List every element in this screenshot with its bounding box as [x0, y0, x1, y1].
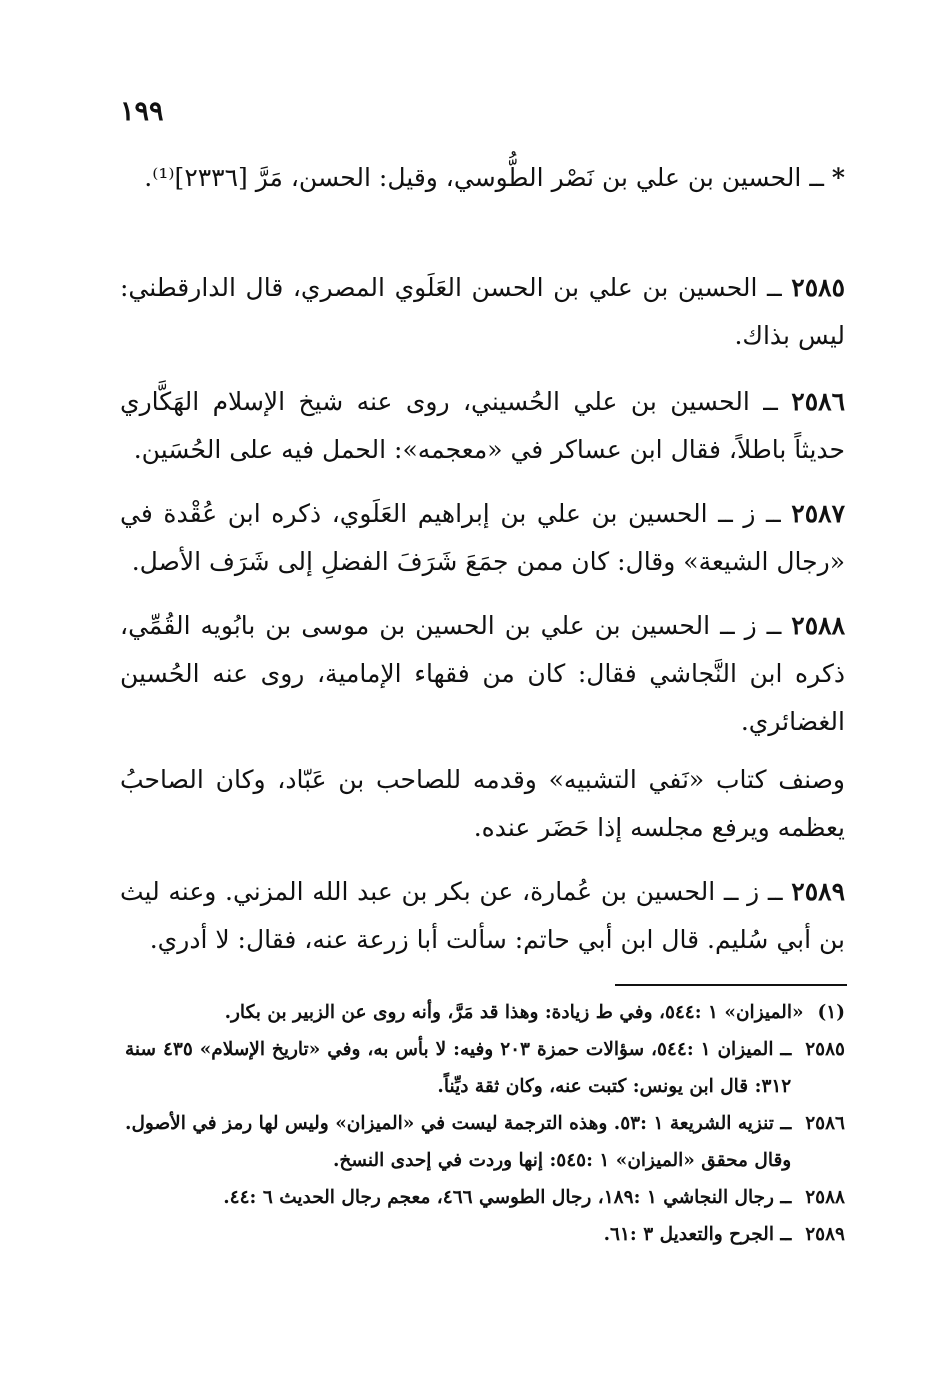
footnote-1	[125, 994, 845, 1031]
footnote-text: ــ رجال النجاشي ١ :١٨٩، رجال الطوسي ٤٦٦، معجم رجال الحديث ٦ :٤٤.	[223, 1187, 792, 1208]
entry-2588-continuation	[120, 756, 845, 852]
footnote-2589	[125, 1216, 845, 1253]
footnote-text: ــ الجرح والتعديل ٣ :٦١.	[603, 1224, 792, 1245]
footnote-label: ٢٥٨٦	[805, 1113, 845, 1134]
entry-text: ــ ز ــ الحسين بن علي بن إبراهيم العَلَوي، ذكره ابن عُقْدة في «رجال الشيعة» وقال: كان ممن جمَعَ شَرَفَ الفضلِ إلى شَرَف الأصل.	[120, 499, 845, 576]
footnote-text: «الميزان» ١ :٥٤٤، وفي ط زيادة: وهذا قد مَرَّ، وأنه روى عن الزبير بن بكار.	[224, 1002, 804, 1023]
entry-number: ٢٥٨٦	[791, 387, 845, 416]
entry-number: ٢٥٨٥	[791, 273, 846, 302]
entry-2589	[120, 868, 845, 964]
footnote-label: ٢٥٨٩	[805, 1224, 845, 1245]
footnote-2585	[125, 1031, 845, 1105]
entry-2585	[120, 264, 845, 360]
footnote-separator	[615, 984, 847, 986]
entry-number: ٢٥٨٩	[791, 877, 845, 906]
entry-text: ــ الحسين بن علي بن نَصْر الطُّوسي، وقيل: الحسن، مَرَّ [٢٣٣٦]⁽¹⁾.	[144, 163, 824, 192]
footnote-label: ٢٥٨٥	[805, 1039, 845, 1060]
entry-number: ٢٥٨٧	[791, 499, 845, 528]
entry-text: وصنف كتاب «نَفي التشبيه» وقدمه للصاحب بن عَبّاد، وكان الصاحبُ يعظمه ويرفع مجلسه إذا حَضَر عنده.	[120, 765, 845, 842]
entry-number: *	[831, 163, 845, 192]
entry-text: ــ الحسين بن علي الحُسيني، روى عنه شيخ الإسلام الهَكَّاري حديثاً باطلاً، فقال ابن عساكر في «معجمه»: الحمل فيه على الحُسَين.	[120, 387, 845, 464]
footnote-2586	[125, 1105, 845, 1179]
page-number: ١٩٩	[120, 96, 164, 127]
footnote-text: ــ الميزان ١ :٥٤٤، سؤالات حمزة ٢٠٣ وفيه: لا بأس به، وفي «تاريخ الإسلام» ٤٣٥ سنة ٣١٢: قال ابن يونس: كتبت عنه، وكان ثقة ديِّناً.	[125, 1039, 792, 1097]
entry-text: ــ ز ــ الحسين بن عُمارة، عن بكر بن عبد الله المزني. وعنه ليث بن أبي سُليم. قال ابن أبي حاتم: سألت أبا زرعة عنه، فقال: لا أدري.	[120, 877, 845, 954]
entry-cross-reference	[120, 154, 845, 202]
entry-2586	[120, 378, 845, 474]
entry-2588	[120, 602, 845, 746]
footnote-text: ــ تنزيه الشريعة ١ :٥٣. وهذه الترجمة ليست في «الميزان» وليس لها رمز في الأصول. وقال محقق «الميزان» ١ :٥٤٥: إنها وردت في إحدى النسخ.	[125, 1113, 792, 1171]
entry-text: ــ ز ــ الحسين بن علي بن الحسين بن موسى بن بابُويه القُمِّي، ذكره ابن النَّجاشي فقال: كان من فقهاء الإمامية، روى عنه الحُسين الغضائري.	[120, 611, 845, 736]
footnotes	[125, 994, 845, 1253]
entry-text: ــ الحسين بن علي بن الحسن العَلَوي المصري، قال الدارقطني: ليس بذاك.	[120, 273, 845, 350]
entry-2587	[120, 490, 845, 586]
footnote-label: ٢٥٨٨	[805, 1187, 845, 1208]
footnote-2588	[125, 1179, 845, 1216]
footnote-label: (١)	[817, 1002, 845, 1023]
entry-number: ٢٥٨٨	[791, 611, 845, 640]
